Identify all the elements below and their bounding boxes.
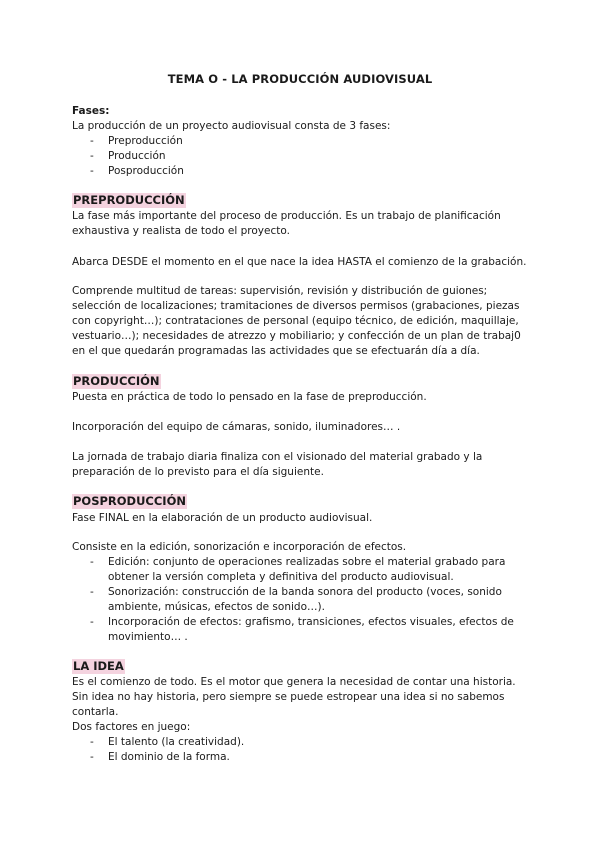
list-item: - El talento (la creatividad). [72, 735, 532, 750]
paragraph: La jornada de trabajo diaria finaliza con el visionado del material grabado y la preparación de lo previsto para el día siguiente. [72, 451, 483, 478]
preproduccion-heading: PREPRODUCCIÓN [73, 193, 185, 207]
list-item: - Posproducción [72, 164, 532, 179]
list-item: - El dominio de la forma. [72, 750, 532, 765]
preproduccion-body-2 [72, 255, 532, 270]
paragraph: La fase más importante del proceso de producción. Es un trabajo de planificación exhaustiva y realista de todo el proyecto. [72, 210, 501, 237]
posproduccion-section [72, 494, 532, 510]
paragraph: Consiste en la edición, sonorización e incorporación de efectos. [72, 541, 407, 553]
produccion-body-3 [72, 450, 532, 480]
preproduccion-body [72, 209, 532, 239]
idea-body-2 [72, 720, 532, 765]
produccion-body [72, 390, 532, 405]
fases-section [72, 104, 532, 179]
paragraph: Abarca DESDE el momento en el que nace la idea HASTA el comienzo de la grabación. [72, 256, 527, 268]
fases-intro: La producción de un proyecto audiovisual consta de 3 fases: [72, 120, 391, 132]
preproduccion-section [72, 193, 532, 209]
produccion-heading: PRODUCCIÓN [73, 374, 160, 388]
paragraph: Dos factores en juego: [72, 721, 191, 733]
paragraph: Incorporación del equipo de cámaras, sonido, iluminadores… . [72, 421, 401, 433]
paragraph: Puesta en práctica de todo lo pensado en la fase de preproducción. [72, 391, 427, 403]
list-item: - Sonorización: construcción de la banda sonora del producto (voces, sonido ambiente, músicas, efectos de sonido…). [72, 585, 532, 615]
idea-list [72, 735, 532, 765]
posproduccion-list [72, 555, 532, 645]
produccion-section [72, 374, 532, 390]
produccion-body-2 [72, 420, 532, 435]
list-item: - Edición: conjunto de operaciones realizadas sobre el material grabado para obtener la versión completa y definitiva del producto audiovisual. [72, 555, 532, 585]
idea-body [72, 675, 532, 720]
idea-heading: LA IDEA [73, 659, 124, 673]
fases-label: Fases: [72, 105, 110, 117]
preproduccion-body-3 [72, 284, 532, 359]
list-item: - Producción [72, 149, 532, 164]
list-item: - Incorporación de efectos: grafismo, transiciones, efectos visuales, efectos de movimiento… . [72, 615, 532, 645]
fases-list [72, 134, 532, 179]
idea-section [72, 659, 532, 675]
paragraph: Comprende multitud de tareas: supervisión, revisión y distribución de guiones; selección de localizaciones; tramitaciones de diversos permisos (grabaciones, piezas con copyright…); contrataciones de personal (equipo técnico, de edición, maquillaje, vestuario…); necesidades de atrezzo y mobiliario; y confección de un plan de trabaj0 en el que quedarán programadas las actividades que se efectuarán día a día. [72, 285, 521, 357]
page-title: TEMA O - LA PRODUCCIÓN AUDIOVISUAL [167, 72, 433, 86]
posproduccion-heading: POSPRODUCCIÓN [73, 494, 186, 508]
paragraph: Es el comienzo de todo. Es el motor que genera la necesidad de contar una historia. Sin idea no hay historia, pero siempre se puede estropear una idea si no sabemos contarla. [72, 676, 516, 718]
paragraph: Fase FINAL en la elaboración de un producto audiovisual. [72, 512, 373, 524]
posproduccion-body [72, 511, 532, 526]
posproduccion-body-2 [72, 540, 532, 645]
list-item: - Preproducción [72, 134, 532, 149]
